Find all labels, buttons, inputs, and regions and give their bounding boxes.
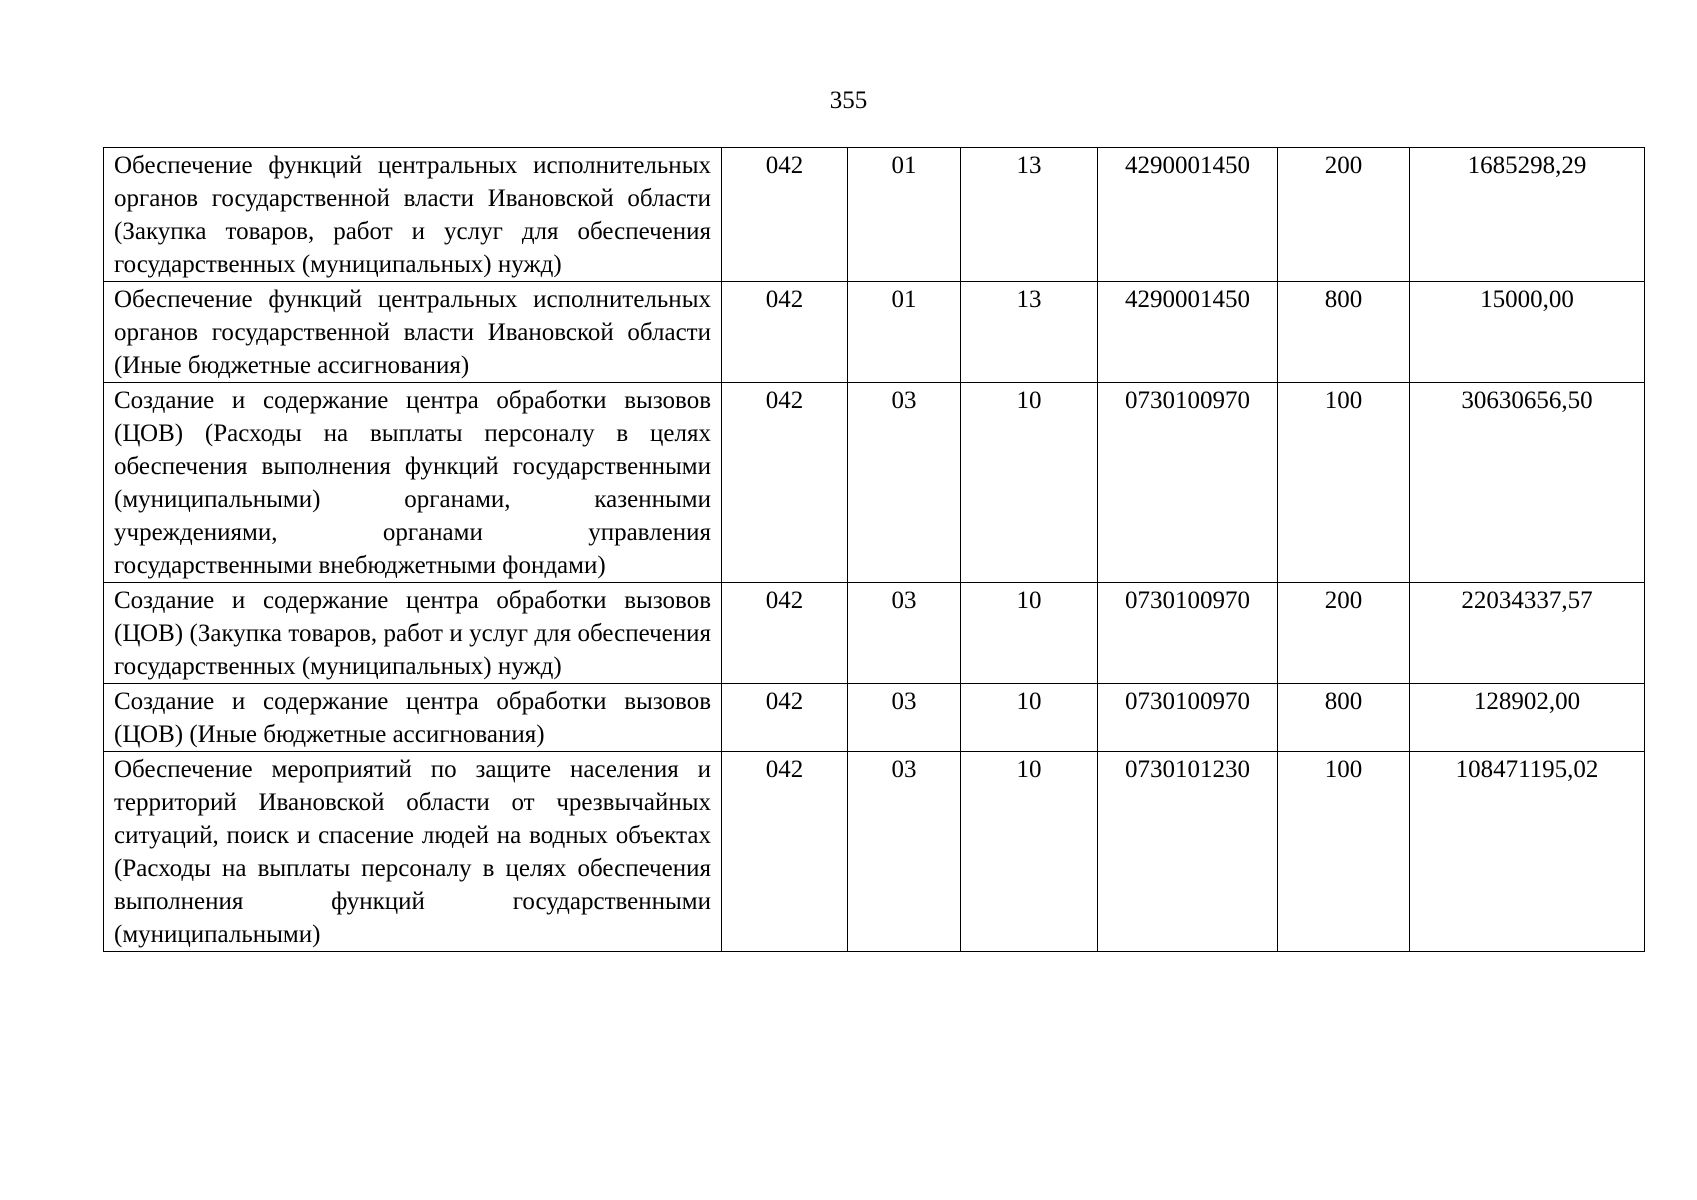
expense-type-code: 200: [1278, 583, 1410, 684]
target-article-code: 4290001450: [1098, 282, 1278, 383]
expense-type-code: 800: [1278, 282, 1410, 383]
row-description: Создание и содержание центра обработки вызовов (ЦОВ) (Расходы на выплаты персоналу в целях обеспечения выполнения функций государственными (муниципальными) органами, казенными учреждениями, органами управления государственными внебюджетными фондами): [104, 383, 722, 583]
target-article-code: 0730100970: [1098, 684, 1278, 752]
target-article-code: 0730101230: [1098, 752, 1278, 952]
subsection-code: 10: [961, 684, 1098, 752]
amount-value: 22034337,57: [1410, 583, 1645, 684]
amount-value: 128902,00: [1410, 684, 1645, 752]
table-row: [104, 684, 1645, 752]
expense-type-code: 100: [1278, 383, 1410, 583]
section-code: 03: [848, 752, 961, 952]
row-description: Обеспечение мероприятий по защите населения и территорий Ивановской области от чрезвычайных ситуаций, поиск и спасение людей на водных объектах (Расходы на выплаты персоналу в целях обеспечения выполнения функций государственными (муниципальными): [104, 752, 722, 952]
target-article-code: 0730100970: [1098, 383, 1278, 583]
ministry-code: 042: [722, 684, 848, 752]
amount-value: 15000,00: [1410, 282, 1645, 383]
expense-type-code: 800: [1278, 684, 1410, 752]
table-row: [104, 383, 1645, 583]
row-description: Обеспечение функций центральных исполнительных органов государственной власти Ивановской области (Закупка товаров, работ и услуг для обеспечения государственных (муниципальных) нужд): [104, 148, 722, 282]
table-row: [104, 752, 1645, 952]
subsection-code: 13: [961, 148, 1098, 282]
section-code: 03: [848, 684, 961, 752]
table-row: [104, 583, 1645, 684]
table-row: [104, 282, 1645, 383]
page-number: 355: [829, 87, 868, 114]
row-description: Создание и содержание центра обработки вызовов (ЦОВ) (Иные бюджетные ассигнования): [104, 684, 722, 752]
subsection-code: 13: [961, 282, 1098, 383]
section-code: 03: [848, 383, 961, 583]
amount-value: 108471195,02: [1410, 752, 1645, 952]
ministry-code: 042: [722, 148, 848, 282]
target-article-code: 4290001450: [1098, 148, 1278, 282]
subsection-code: 10: [961, 583, 1098, 684]
row-description: Создание и содержание центра обработки вызовов (ЦОВ) (Закупка товаров, работ и услуг для обеспечения государственных (муниципальных) нужд): [104, 583, 722, 684]
ministry-code: 042: [722, 752, 848, 952]
expense-type-code: 200: [1278, 148, 1410, 282]
section-code: 01: [848, 282, 961, 383]
ministry-code: 042: [722, 583, 848, 684]
subsection-code: 10: [961, 752, 1098, 952]
ministry-code: 042: [722, 383, 848, 583]
ministry-code: 042: [722, 282, 848, 383]
subsection-code: 10: [961, 383, 1098, 583]
section-code: 01: [848, 148, 961, 282]
section-code: 03: [848, 583, 961, 684]
table-row: [104, 148, 1645, 282]
table-body: [104, 148, 1645, 952]
budget-table: [103, 147, 1645, 952]
row-description: Обеспечение функций центральных исполнительных органов государственной власти Ивановской области (Иные бюджетные ассигнования): [104, 282, 722, 383]
amount-value: 30630656,50: [1410, 383, 1645, 583]
expense-type-code: 100: [1278, 752, 1410, 952]
amount-value: 1685298,29: [1410, 148, 1645, 282]
target-article-code: 0730100970: [1098, 583, 1278, 684]
